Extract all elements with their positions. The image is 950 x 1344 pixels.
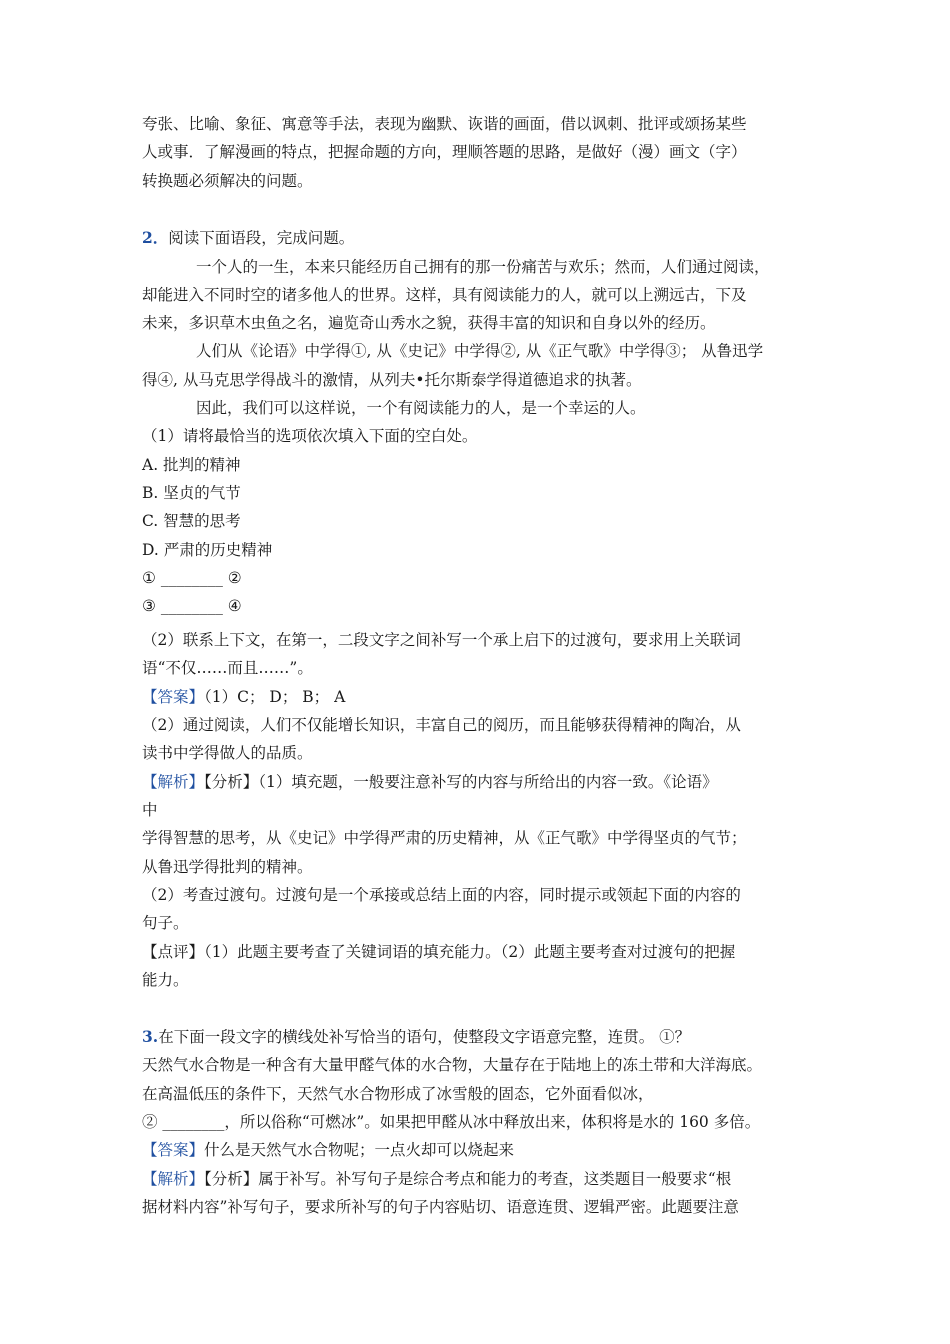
q2-analysis (142, 768, 718, 796)
answer-blank-2: ③ ________ ④ (142, 597, 242, 615)
analysis-text: 【分析】属于补写。补写句子是综合考点和能力的考查，这类题目一般要求“根 (204, 1170, 732, 1188)
q2-answer (142, 683, 345, 711)
q2-passage-line: 一个人的一生，本来只能经历自己拥有的那一份痛苦与欢乐；然而，人们通过阅读， (196, 258, 770, 276)
q2-passage-line: 得④, 从马克思学得战斗的激情，从列夫•托尔斯泰学得道德追求的执著。 (142, 371, 642, 389)
q2-prompt: 阅读下面语段，完成问题。 (168, 229, 355, 247)
option-b: B. 坚贞的气节 (142, 484, 241, 502)
q2-passage-line: 因此，我们可以这样说，一个有阅读能力的人，是一个幸运的人。 (196, 399, 646, 417)
q3-prompt: 在下面一段文字的横线处补写恰当的语句，使整段文字语意完整，连贯。 ①？ (158, 1028, 691, 1046)
q2-sub-question-2: （2）联系上下文，在第一，二段文字之间补写一个承上启下的过渡句，要求用上关联词 (142, 631, 741, 649)
answer-text: （1）C； D； B； A (204, 688, 346, 706)
q2-passage-line: 人们从《论语》中学得①, 从《史记》中学得②, 从《正气歌》中学得③； 从鲁迅学 (196, 342, 764, 360)
option-a: A. 批判的精神 (142, 456, 241, 474)
q2-passage-line: 却能进入不同时空的诸多他人的世界。这样，具有阅读能力的人，就可以上溯远古，下及 (142, 286, 747, 304)
analysis-tag: 【解析】 (142, 773, 205, 791)
q2-sub-question-1: （1）请将最恰当的选项依次填入下面的空白处。 (142, 427, 478, 445)
q3-analysis (142, 1165, 731, 1193)
q3-passage-line: 在高温低压的条件下，天然气水合物形成了冰雪般的固态，它外面看似冰， (142, 1085, 654, 1103)
q2-answer-line: 读书中学得做人的品质。 (142, 744, 313, 762)
analysis-tag: 【解析】 (142, 1170, 205, 1188)
q2-analysis-line: （2）考查过渡句。过渡句是一个承接或总结上面的内容，同时提示或领起下面的内容的 (142, 886, 741, 904)
q2-analysis-line: 从鲁迅学得批判的精神。 (142, 858, 313, 876)
q2-number: 2． (142, 228, 169, 247)
answer-tag: 【答案】 (142, 1141, 205, 1159)
option-c: C. 智慧的思考 (142, 512, 241, 530)
q3-passage-line: ② ________，所以俗称“可燃冰”。如果把甲醛从冰中释放出来，体积将是水的 160 多倍。 (142, 1113, 761, 1131)
q3-number: 3. (142, 1027, 159, 1046)
q2-analysis-line: 学得智慧的思考，从《史记》中学得严肃的历史精神，从《正气歌》中学得坚贞的气节； (142, 829, 747, 847)
intro-line-1: 夸张、比喻、象征、寓意等手法，表现为幽默、诙谐的画面，借以讽刺、批评或颂扬某些 (142, 115, 747, 133)
q2-comment: 【点评】（1）此题主要考查了关键词语的填充能力。（2）此题主要考查对过渡句的把握 (142, 943, 736, 961)
intro-line-3: 转换题必须解决的问题。 (142, 172, 313, 190)
q2-comment-line: 能力。 (142, 971, 189, 989)
q2-analysis-line: 中 (142, 801, 158, 819)
option-d: D. 严肃的历史精神 (142, 541, 273, 559)
answer-tag: 【答案】 (142, 688, 205, 706)
analysis-text: 【分析】（1）填充题，一般要注意补写的内容与所给出的内容一致。《论语》 (204, 773, 718, 791)
q3-passage-line: 天然气水合物是一种含有大量甲醛气体的水合物，大量存在于陆地上的冻土带和大洋海底。 (142, 1056, 763, 1074)
q3-heading (142, 1023, 690, 1051)
q3-answer (142, 1136, 514, 1164)
answer-blank-1: ① ________ ② (142, 569, 242, 587)
q3-analysis-line: 据材料内容”补写句子，要求所补写的句子内容贴切、语意连贯、逻辑严密。此题要注意 (142, 1198, 739, 1216)
q2-passage-line: 未来，多识草木虫鱼之名，遍览奇山秀水之貌，获得丰富的知识和自身以外的经历。 (142, 314, 716, 332)
answer-text: 什么是天然气水合物呢；一点火却可以烧起来 (204, 1141, 515, 1159)
intro-line-2: 人或事．了解漫画的特点，把握命题的方向，理顺答题的思路，是做好（漫）画文（字） (142, 143, 747, 161)
q2-heading (142, 224, 354, 252)
q2-answer-line: （2）通过阅读，人们不仅能增长知识，丰富自己的阅历，而且能够获得精神的陶冶，从 (142, 716, 741, 734)
q2-sub-question-2-cont: 语“不仅……而且……”。 (142, 659, 313, 677)
q2-analysis-line: 句子。 (142, 914, 189, 932)
